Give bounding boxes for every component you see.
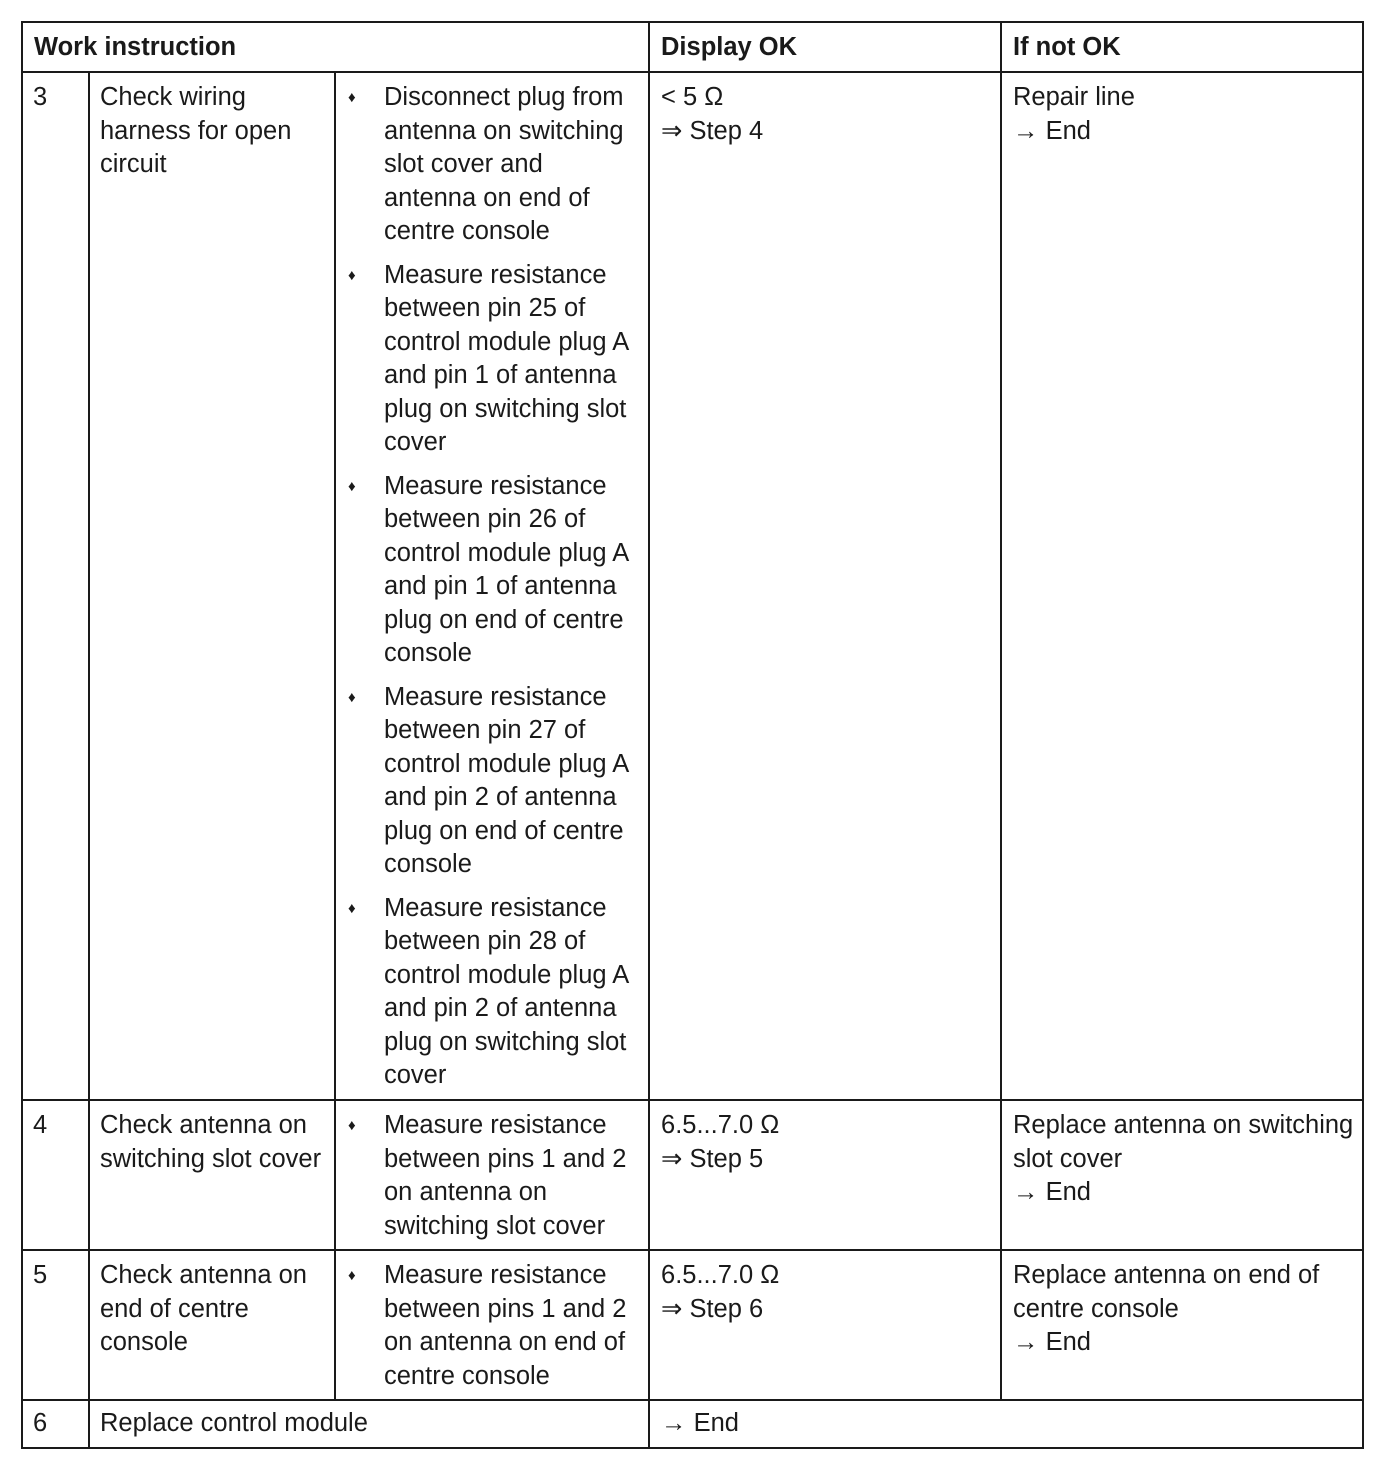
- list-item-text: Measure resistance between pins 1 and 2 on antenna on end of centre console: [384, 1261, 627, 1390]
- diamond-bullet-icon: ♦: [348, 688, 356, 706]
- table-row: [22, 1250, 1363, 1400]
- nok-action: Replace antenna on end of centre console: [1013, 1261, 1320, 1323]
- diamond-bullet-icon: ♦: [348, 899, 356, 917]
- list-item: [346, 892, 642, 1093]
- step-number: 4: [22, 1100, 89, 1250]
- ok-value: 6.5...7.0 Ω: [661, 1261, 780, 1289]
- ok-next-step: ⇒ Step 4: [661, 116, 764, 145]
- display-ok-cell: [649, 72, 1001, 1100]
- if-not-ok-cell: [1001, 1100, 1363, 1250]
- diamond-bullet-icon: ♦: [348, 477, 356, 495]
- list-item: [346, 470, 642, 671]
- ok-value: 6.5...7.0 Ω: [661, 1111, 780, 1139]
- table-row: [22, 72, 1363, 1100]
- header-work-instruction: Work instruction: [22, 22, 649, 72]
- display-ok-cell: [649, 1400, 1363, 1448]
- ok-next-step: ⇒ Step 6: [661, 1294, 764, 1323]
- list-item-text: Measure resistance between pin 27 of control module plug A and pin 2 of antenna plug on end of centre console: [384, 682, 628, 878]
- check-description: Check wiring harness for open circuit: [89, 72, 335, 1100]
- nok-action: Repair line: [1013, 83, 1135, 111]
- nok-next-step: → End: [1013, 116, 1091, 145]
- header-display-ok: Display OK: [649, 22, 1001, 72]
- instruction-list-cell: [335, 1100, 649, 1250]
- list-item-text: Measure resistance between pin 25 of control module plug A and pin 1 of antenna plug on switching slot cover: [384, 260, 628, 456]
- instruction-list: [346, 1259, 642, 1393]
- step-number: 5: [22, 1250, 89, 1400]
- ok-value: < 5 Ω: [661, 83, 724, 111]
- diamond-bullet-icon: ♦: [348, 266, 356, 284]
- if-not-ok-cell: [1001, 1250, 1363, 1400]
- if-not-ok-cell: [1001, 72, 1363, 1100]
- check-description: Check antenna on end of centre console: [89, 1250, 335, 1400]
- table-row: [22, 1400, 1363, 1448]
- list-item-text: Disconnect plug from antenna on switching slot cover and antenna on end of centre console: [384, 83, 624, 245]
- list-item-text: Measure resistance between pin 26 of control module plug A and pin 1 of antenna plug on end of centre console: [384, 471, 628, 667]
- list-item: [346, 81, 642, 249]
- nok-next-step: → End: [1013, 1328, 1091, 1356]
- nok-next-step: → End: [1013, 1178, 1091, 1206]
- ok-next-step: → End: [661, 1409, 739, 1437]
- display-ok-cell: [649, 1250, 1001, 1400]
- check-description: Check antenna on switching slot cover: [89, 1100, 335, 1250]
- step-number: 6: [22, 1400, 89, 1448]
- instruction-list-cell: [335, 72, 649, 1100]
- check-description: Replace control module: [89, 1400, 649, 1448]
- instruction-list-cell: [335, 1250, 649, 1400]
- diamond-bullet-icon: ♦: [348, 1117, 356, 1134]
- work-instruction-table: [21, 21, 1364, 1449]
- diamond-bullet-icon: ♦: [348, 89, 356, 106]
- ok-next-step: ⇒ Step 5: [661, 1144, 764, 1173]
- diamond-bullet-icon: ♦: [348, 1267, 356, 1284]
- header-if-not-ok: If not OK: [1001, 22, 1363, 72]
- instruction-list: [346, 81, 642, 1093]
- list-item-text: Measure resistance between pin 28 of control module plug A and pin 2 of antenna plug on switching slot cover: [384, 893, 628, 1089]
- instruction-list: [346, 1109, 642, 1243]
- display-ok-cell: [649, 1100, 1001, 1250]
- nok-action: Replace antenna on switching slot cover: [1013, 1111, 1354, 1173]
- list-item-text: Measure resistance between pins 1 and 2 on antenna on switching slot cover: [384, 1111, 627, 1240]
- list-item: [346, 259, 642, 460]
- list-item: [346, 681, 642, 882]
- list-item: [346, 1259, 642, 1393]
- list-item: [346, 1109, 642, 1243]
- table-row: [22, 1100, 1363, 1250]
- step-number: 3: [22, 72, 89, 1100]
- header-row: [22, 22, 1363, 72]
